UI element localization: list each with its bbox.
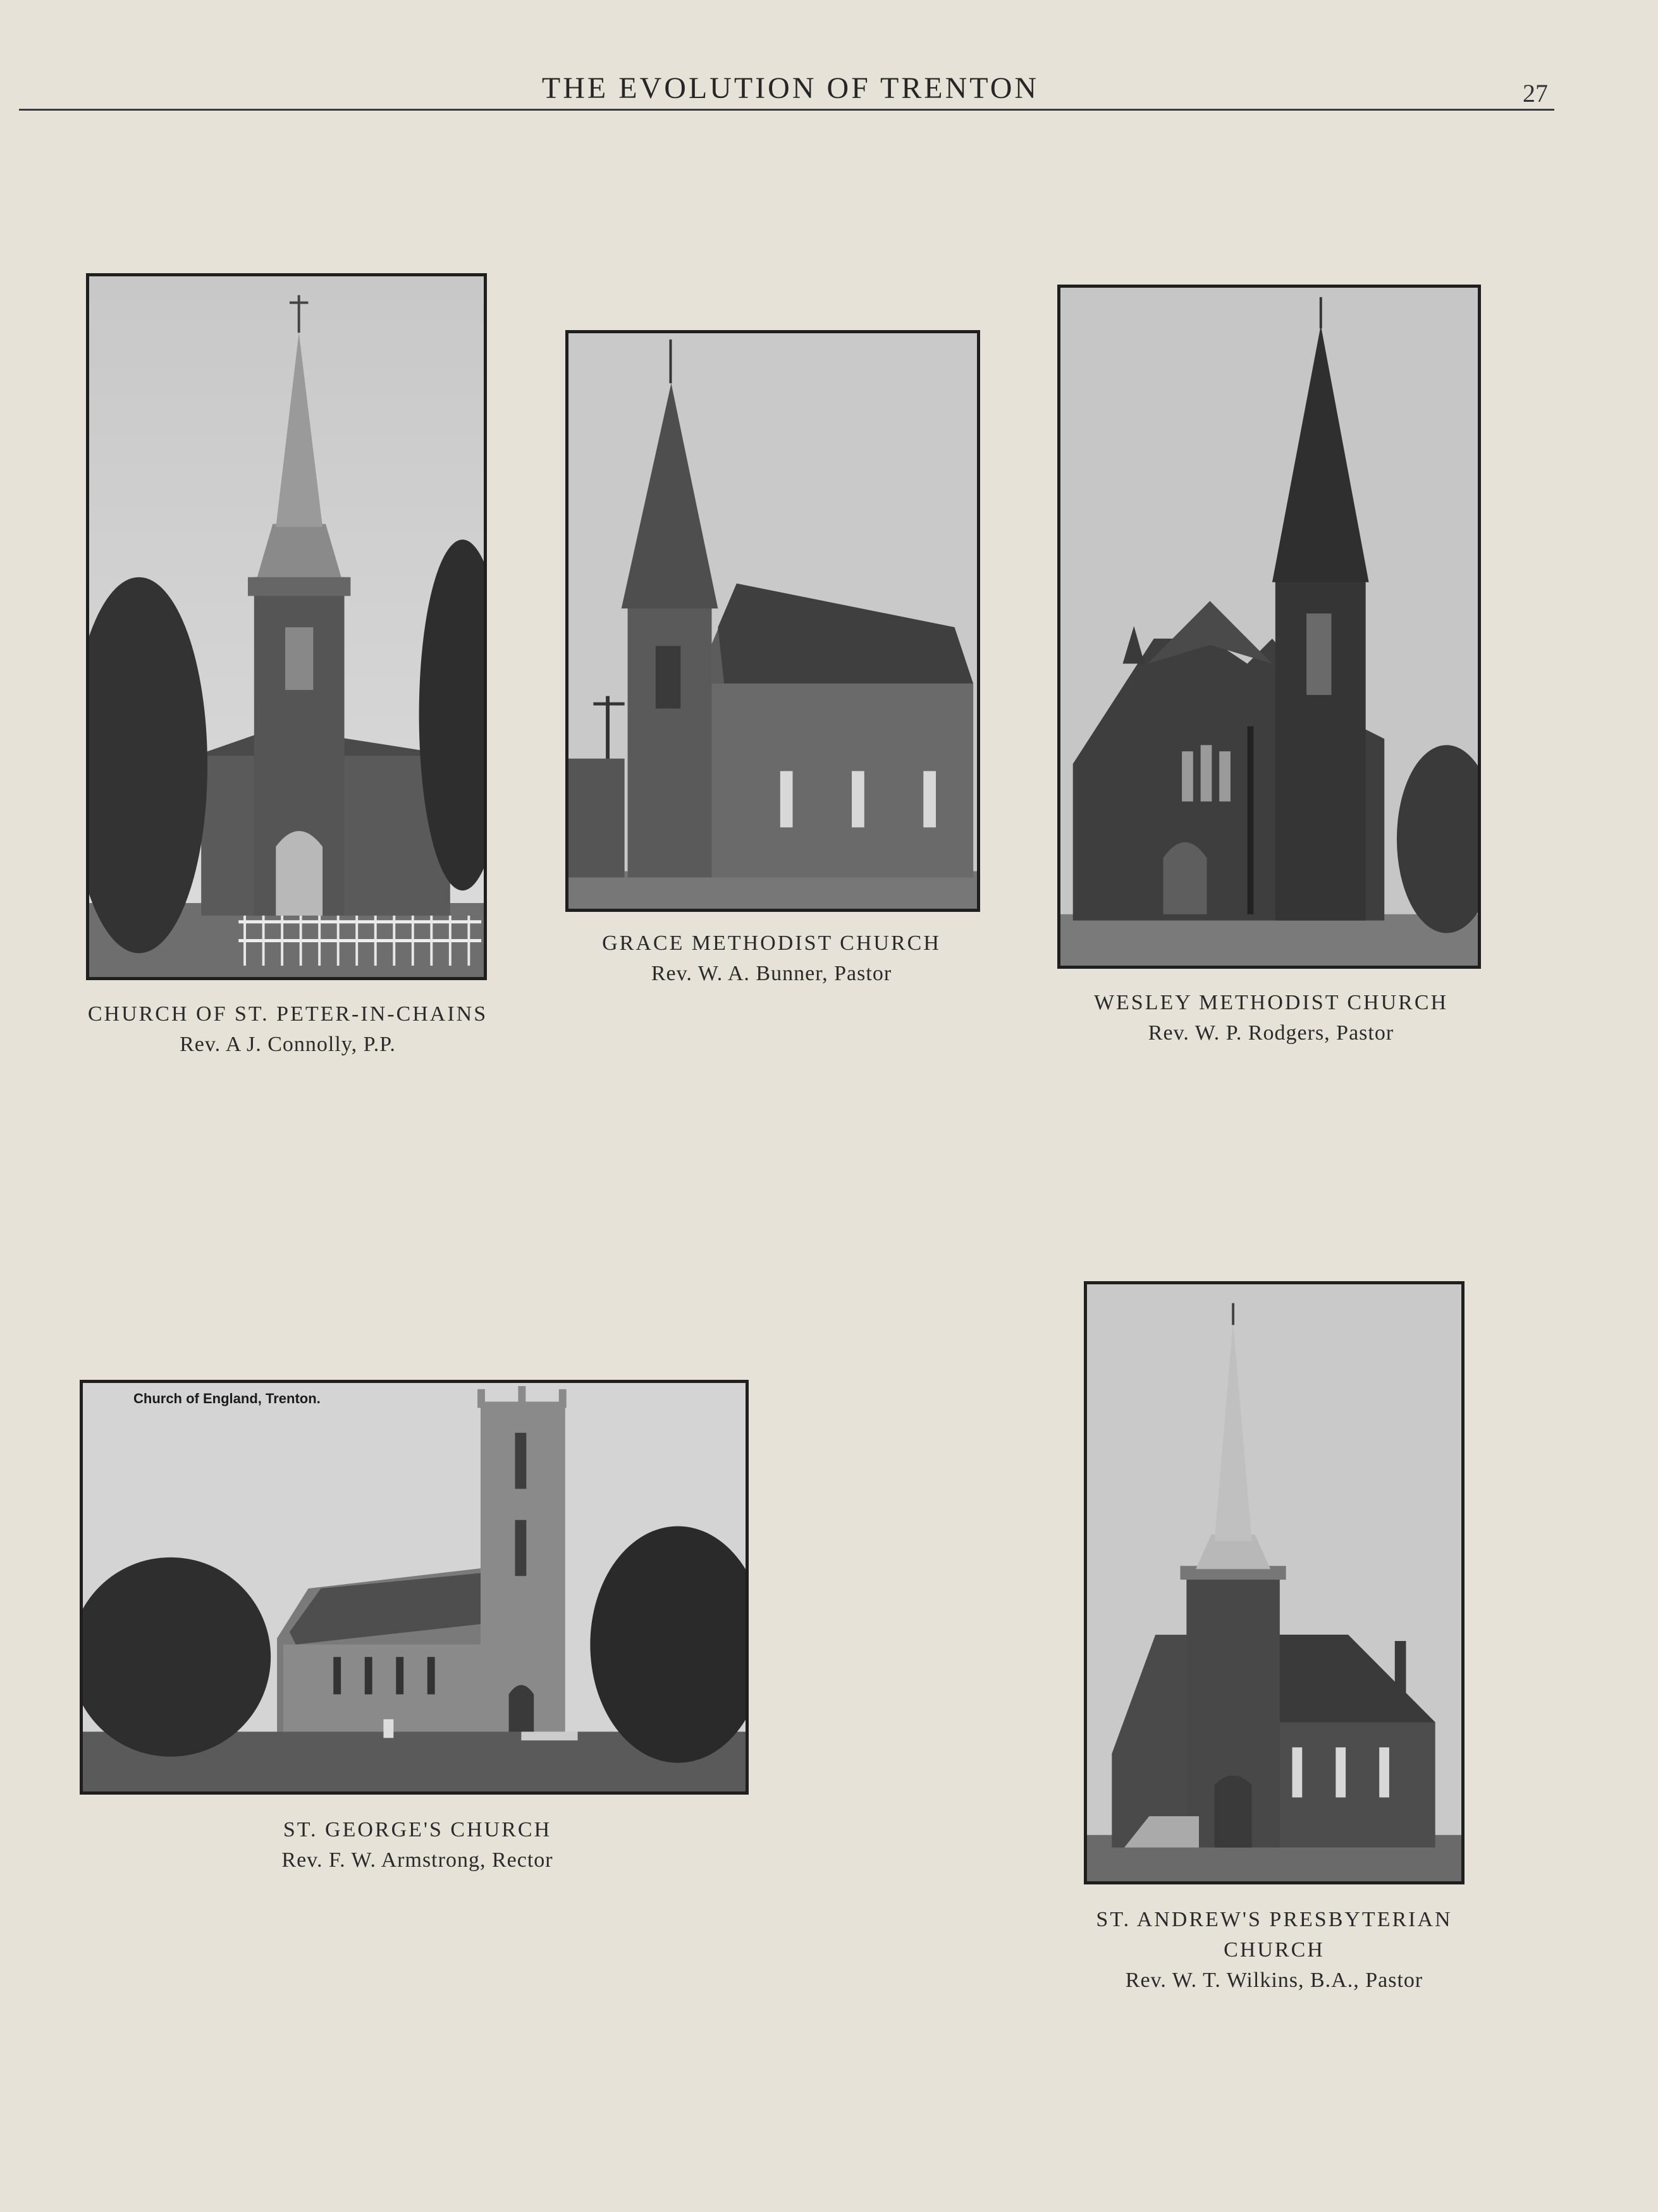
caption-wesley-methodist [1050, 988, 1492, 1048]
photo-st-georges [80, 1380, 749, 1795]
church-name: GRACE METHODIST CHURCH [602, 931, 941, 955]
caption-st-georges [196, 1815, 639, 1876]
caption-st-andrews-presbyterian [1043, 1905, 1505, 1996]
photo-grace-methodist [565, 330, 980, 912]
pastor-name: Rev. W. T. Wilkins, B.A., Pastor [1125, 1969, 1423, 1992]
church-name: ST. GEORGE'S CHURCH [283, 1818, 552, 1841]
photo-wesley-methodist [1057, 285, 1481, 969]
pastor-name: Rev. F. W. Armstrong, Rector [281, 1848, 553, 1872]
caption-grace-methodist [550, 928, 993, 989]
church-name-line2: CHURCH [1224, 1938, 1325, 1962]
pastor-name: Rev. W. P. Rodgers, Pastor [1148, 1021, 1394, 1045]
pastor-name: Rev. W. A. Bunner, Pastor [651, 962, 892, 985]
photo-st-andrews-presbyterian [1084, 1281, 1465, 1884]
page-number: 27 [1523, 79, 1548, 108]
page-title: THE EVOLUTION OF TRENTON [541, 71, 1040, 105]
church-name: CHURCH OF ST. PETER-IN-CHAINS [87, 1002, 488, 1026]
pastor-name: Rev. A J. Connolly, P.P. [180, 1033, 396, 1056]
header-rule [19, 109, 1554, 111]
photo-st-peter-in-chains [86, 273, 487, 980]
caption-st-peter-in-chains [51, 999, 525, 1060]
church-name: WESLEY METHODIST CHURCH [1093, 991, 1449, 1014]
photo-imprint: Church of England, Trenton. [133, 1391, 321, 1406]
church-name-line1: ST. ANDREW'S PRESBYTERIAN [1096, 1908, 1452, 1931]
